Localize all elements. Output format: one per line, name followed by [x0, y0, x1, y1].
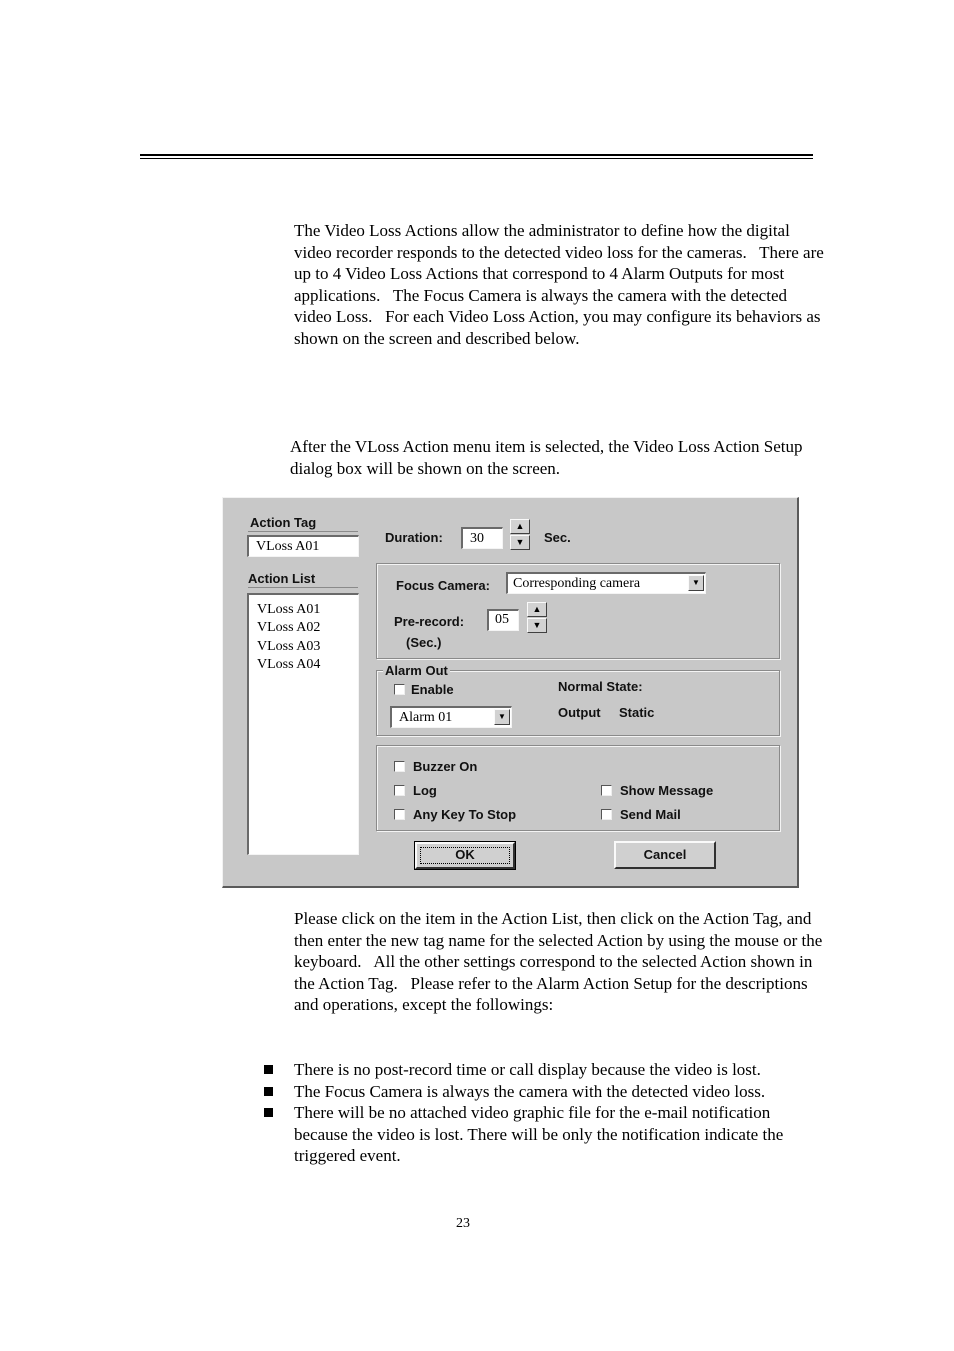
spin-down-icon[interactable]: ▼ [527, 618, 547, 633]
prerecord-label: Pre-record: [394, 614, 465, 629]
instructions-paragraph: Please click on the item in the Action List, then click on the Action Tag, and then enter the new tag name for the selected Action by using the mouse or the keyboard. All the other settings correspond to the selected Action shown in the Action Tag. Please refer to the Alarm Action Setup for the descriptions and operations, except the followings: [294, 909, 823, 1015]
bullet-square-icon [264, 1065, 273, 1074]
bullet-text: There will be no attached video graphic file for the e-mail notification because the video is lost. There will be only the notification indicate the triggered event. [294, 1103, 784, 1166]
chevron-down-icon[interactable]: ▼ [494, 709, 510, 725]
ok-button-label: OK [455, 847, 475, 862]
buzzer-checkbox[interactable] [394, 761, 405, 772]
prerecord-input[interactable]: 05 [487, 609, 519, 631]
ok-button[interactable] [415, 842, 515, 869]
action-list-label: Action List [248, 571, 316, 586]
exceptions-list [262, 1059, 822, 1167]
anykey-label: Any Key To Stop [413, 807, 517, 822]
anykey-checkbox[interactable] [394, 809, 405, 820]
duration-spinner[interactable] [510, 519, 530, 553]
spin-up-icon[interactable]: ▲ [510, 519, 530, 534]
chevron-down-icon[interactable]: ▼ [688, 575, 704, 591]
focus-rectangle [420, 847, 510, 864]
prerecord-unit: (Sec.) [406, 635, 442, 650]
log-label: Log [413, 783, 437, 798]
list-item [262, 1102, 822, 1167]
bullet-square-icon [264, 1087, 273, 1096]
duration-unit: Sec. [544, 530, 571, 545]
cancel-button-label: Cancel [643, 847, 687, 862]
action-list-underline [248, 587, 358, 588]
focus-camera-label: Focus Camera: [396, 578, 490, 593]
send-mail-checkbox[interactable] [601, 809, 612, 820]
alarm-output-value: Alarm 01 [399, 710, 453, 725]
buzzer-label: Buzzer On [413, 759, 478, 774]
output-value: Static [619, 705, 655, 720]
action-list[interactable] [247, 593, 359, 855]
after-menu-paragraph: After the VLoss Action menu item is selected, the Video Loss Action Setup dialog box will be shown on the screen. [290, 437, 803, 478]
list-item[interactable]: VLoss A03 [257, 638, 321, 654]
list-item [262, 1059, 822, 1081]
bullet-square-icon [264, 1108, 273, 1117]
focus-camera-value: Corresponding camera [513, 576, 641, 591]
action-tag-label: Action Tag [250, 515, 317, 530]
action-tag-input[interactable]: VLoss A01 [247, 535, 359, 557]
page-number: 23 [456, 1216, 470, 1231]
enable-checkbox[interactable] [394, 684, 405, 695]
list-item[interactable]: VLoss A04 [257, 656, 321, 672]
bullet-text: There is no post-record time or call display because the video is lost. [294, 1060, 761, 1079]
list-item [262, 1081, 822, 1103]
show-message-label: Show Message [620, 783, 714, 798]
header-rule-thin [140, 158, 813, 159]
bullet-text: The Focus Camera is always the camera with the detected video loss. [294, 1081, 766, 1101]
spin-up-icon[interactable]: ▲ [527, 602, 547, 617]
alarm-out-label: Alarm Out [385, 663, 448, 678]
show-message-checkbox[interactable] [601, 785, 612, 796]
list-item[interactable]: VLoss A01 [257, 602, 321, 617]
cancel-button[interactable] [614, 841, 716, 869]
log-checkbox[interactable] [394, 785, 405, 796]
list-item[interactable]: VLoss A02 [257, 620, 321, 636]
vloss-action-setup-dialog [222, 497, 799, 888]
send-mail-label: Send Mail [620, 807, 681, 822]
alarm-output-select[interactable] [390, 706, 512, 728]
prerecord-spinner[interactable] [527, 602, 547, 636]
action-tag-underline [248, 531, 358, 532]
header-rule-thick [140, 154, 813, 156]
spin-down-icon[interactable]: ▼ [510, 535, 530, 550]
intro-paragraph: The Video Loss Actions allow the administrator to define how the digital video recorder responds to the detected video loss for the cameras. There are up to 4 Video Loss Actions that correspond to 4 Alarm Outputs for most applications. The Focus Camera is always the camera with the detected video Loss. For each Video Loss Action, you may configure its behaviors as shown on the screen and described below. [294, 221, 824, 348]
output-label: Output [558, 705, 601, 720]
normal-state-label: Normal State: [558, 679, 643, 694]
enable-label: Enable [411, 682, 454, 697]
focus-camera-select[interactable] [506, 572, 706, 594]
duration-input[interactable]: 30 [461, 527, 503, 549]
duration-label: Duration: [385, 530, 443, 545]
